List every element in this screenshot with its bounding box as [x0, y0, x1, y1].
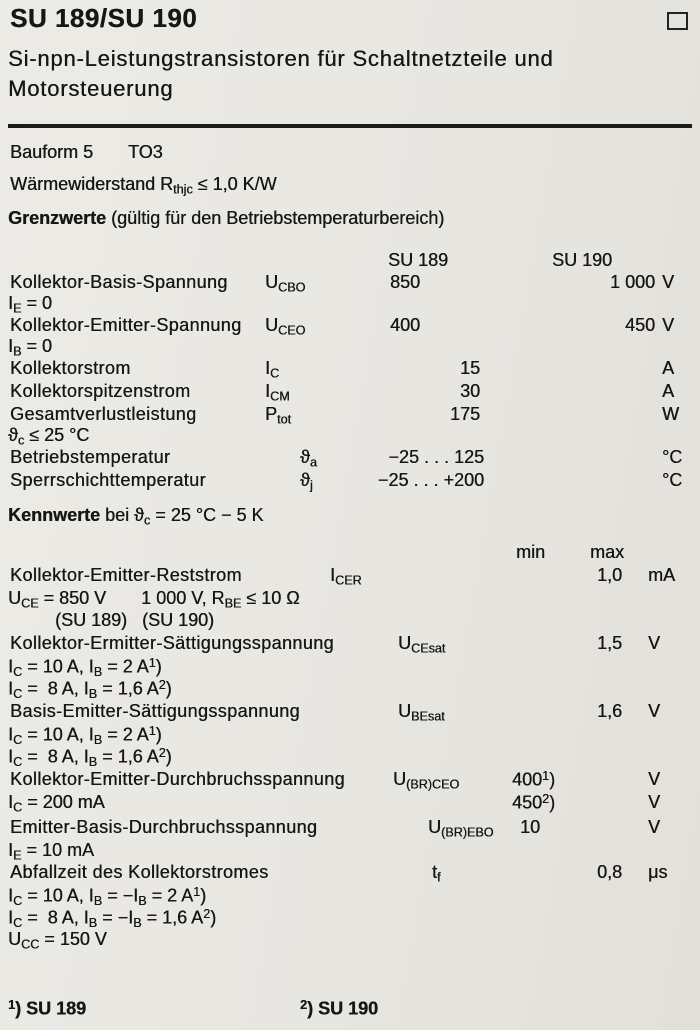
- table-row: [0, 272, 700, 295]
- value-su190: 450: [624, 315, 655, 335]
- table-row: [0, 315, 700, 338]
- param-symbol: ϑj: [300, 470, 313, 493]
- condition-line: [0, 885, 700, 908]
- condition-line: [0, 929, 700, 952]
- column-header-su189: SU 189: [388, 250, 449, 270]
- unit: A: [662, 381, 675, 401]
- value: −25 . . . 125: [388, 447, 484, 467]
- param-name: Kollektor-Basis-Spannung: [10, 272, 228, 292]
- condition-text: IC = 200 mA: [8, 792, 105, 815]
- subtitle-line1: Si-npn-Leistungstransistoren für Schaltnetzteile und: [8, 46, 554, 71]
- param-symbol: U(BR)CEO: [393, 769, 460, 792]
- unit: W: [662, 404, 679, 424]
- value-min: 10: [520, 817, 541, 837]
- table-row: [0, 862, 700, 885]
- param-symbol: U(BR)EBO: [428, 817, 494, 840]
- condition-line: [0, 907, 700, 930]
- value-min: $400^1$): [512, 769, 556, 790]
- table-row: [0, 358, 700, 381]
- thermal-resistance-line: [0, 174, 700, 197]
- condition-line: [0, 746, 700, 769]
- condition-line: [0, 840, 700, 863]
- table-row: [0, 381, 700, 404]
- param-name: Abfallzeit des Kollektorstromes: [10, 862, 269, 882]
- unit: V: [648, 792, 661, 812]
- param-name: Kollektor-Emitter-Reststrom: [10, 565, 242, 585]
- kennwerte-heading: [0, 505, 700, 528]
- condition-text: IC = 8 A, IB = 1,6 $A^2$): [8, 746, 172, 769]
- param-name: Gesamtverlustleistung: [10, 404, 197, 424]
- grenzwerte-column-headers: [0, 250, 700, 273]
- condition-text: (SU 189) (SU 190): [55, 610, 215, 630]
- value-max: 0,8: [596, 862, 622, 882]
- table-row: [0, 633, 700, 656]
- value-max: 1,0: [596, 565, 622, 585]
- footnotes: [0, 998, 700, 1021]
- grenzwerte-heading-bold: Grenzwerte: [8, 208, 107, 228]
- thermal-resistance-text: Wärmewiderstand Rthjc ≤ 1,0 K/W: [10, 174, 277, 197]
- param-name: Sperrschichttemperatur: [10, 470, 206, 490]
- param-symbol: IC: [265, 358, 280, 381]
- value-su189: 850: [390, 272, 421, 292]
- value: −25 . . . +200: [377, 470, 484, 490]
- column-header-max: max: [590, 542, 625, 562]
- subtitle-line2: Motorsteuerung: [8, 76, 174, 101]
- unit: A: [662, 358, 675, 378]
- param-symbol: ICM: [265, 381, 290, 404]
- kennwerte-heading-bold: Kennwerte: [8, 505, 101, 525]
- condition-line: [0, 293, 700, 316]
- condition-line: [0, 588, 700, 611]
- value-min-2: $450^2$): [512, 792, 556, 813]
- value: 30: [459, 381, 480, 401]
- param-name: Basis-Emitter-Sättigungsspannung: [10, 701, 300, 721]
- value-max: 1,5: [596, 633, 622, 653]
- unit: V: [648, 817, 661, 837]
- unit: °C: [662, 470, 683, 490]
- grenzwerte-heading: [0, 208, 700, 231]
- condition-text: UCE = 850 V 1 000 V, RBE ≤ 10 Ω: [8, 588, 300, 611]
- page-title: SU 189/SU 190: [10, 3, 198, 33]
- table-row: [0, 404, 700, 427]
- value: 175: [449, 404, 480, 424]
- footnote-2: $^2$) SU 190: [300, 998, 379, 1019]
- condition-line: [0, 792, 700, 815]
- condition-text: IC = 10 A, IB = −IB = 2 $A^1$): [8, 885, 207, 908]
- value: 15: [459, 358, 480, 378]
- param-name: Kollektor-Emitter-Durchbruchsspannung: [10, 769, 345, 789]
- unit: mA: [648, 565, 675, 585]
- divider: [8, 124, 692, 128]
- unit: V: [648, 701, 661, 721]
- condition-line: [0, 678, 700, 701]
- kennwerte-heading-rest: bei ϑc = 25 °C − 5 K: [100, 505, 264, 528]
- unit: V: [662, 315, 675, 335]
- condition-text: IC = 8 A, IB = −IB = 1,6 $A^2$): [8, 907, 217, 930]
- param-name: Kollektor-Ermitter-Sättigungsspannung: [10, 633, 334, 653]
- condition-line: [0, 336, 700, 359]
- condition-text: ϑc ≤ 25 °C: [8, 425, 90, 448]
- value-max: 1,6: [596, 701, 622, 721]
- param-name: Emitter-Basis-Durchbruchsspannung: [10, 817, 318, 837]
- table-row: [0, 470, 700, 493]
- param-name: Kollektorstrom: [10, 358, 131, 378]
- condition-line: [0, 610, 700, 633]
- bauform-value: TO3: [128, 142, 163, 162]
- column-header-su190: SU 190: [552, 250, 613, 270]
- condition-text: UCC = 150 V: [8, 929, 107, 952]
- bauform-label: Bauform 5: [10, 142, 94, 162]
- condition-line: [0, 724, 700, 747]
- param-name: Betriebstemperatur: [10, 447, 171, 467]
- condition-text: IC = 10 A, IB = 2 $A^1$): [8, 724, 162, 747]
- kennwerte-heading-text: [8, 505, 263, 528]
- condition-text: IE = 0: [8, 293, 52, 316]
- condition-text: IE = 10 mA: [8, 840, 94, 863]
- param-symbol: UCEsat: [398, 633, 446, 656]
- unit: V: [662, 272, 675, 292]
- condition-text: IC = 8 A, IB = 1,6 $A^2$): [8, 678, 172, 701]
- value-su189: 400: [390, 315, 421, 335]
- kennwerte-column-headers: [0, 542, 700, 565]
- table-row: [0, 817, 700, 840]
- grenzwerte-heading-rest: (gültig für den Betriebstemperaturbereich): [106, 208, 445, 228]
- unit: V: [648, 769, 661, 789]
- bauform-line: [0, 142, 700, 165]
- condition-text: IB = 0: [8, 336, 52, 359]
- table-row: [0, 565, 700, 588]
- footnote-1: $^1$) SU 189: [8, 998, 87, 1019]
- condition-text: IC = 10 A, IB = 2 $A^1$): [8, 656, 162, 679]
- grenzwerte-heading-text: [8, 208, 444, 229]
- param-symbol: tf: [432, 862, 441, 885]
- param-symbol: UCEO: [265, 315, 306, 338]
- param-name: Kollektor-Emitter-Spannung: [10, 315, 242, 335]
- column-header-min: min: [516, 542, 546, 562]
- param-symbol: UBEsat: [398, 701, 445, 724]
- table-row: [0, 447, 700, 470]
- table-row: [0, 769, 700, 792]
- condition-line: [0, 656, 700, 679]
- unit: °C: [662, 447, 683, 467]
- param-name: Kollektorspitzenstrom: [10, 381, 191, 401]
- param-symbol: Ptot: [265, 404, 292, 427]
- corner-box-icon: [667, 12, 688, 30]
- param-symbol: UCBO: [265, 272, 306, 295]
- unit: V: [648, 633, 661, 653]
- param-symbol: ICER: [330, 565, 362, 588]
- param-symbol: ϑa: [300, 447, 317, 470]
- condition-line: [0, 425, 700, 448]
- value-su190: 1 000: [609, 272, 655, 292]
- table-row: [0, 701, 700, 724]
- unit: μs: [648, 862, 668, 882]
